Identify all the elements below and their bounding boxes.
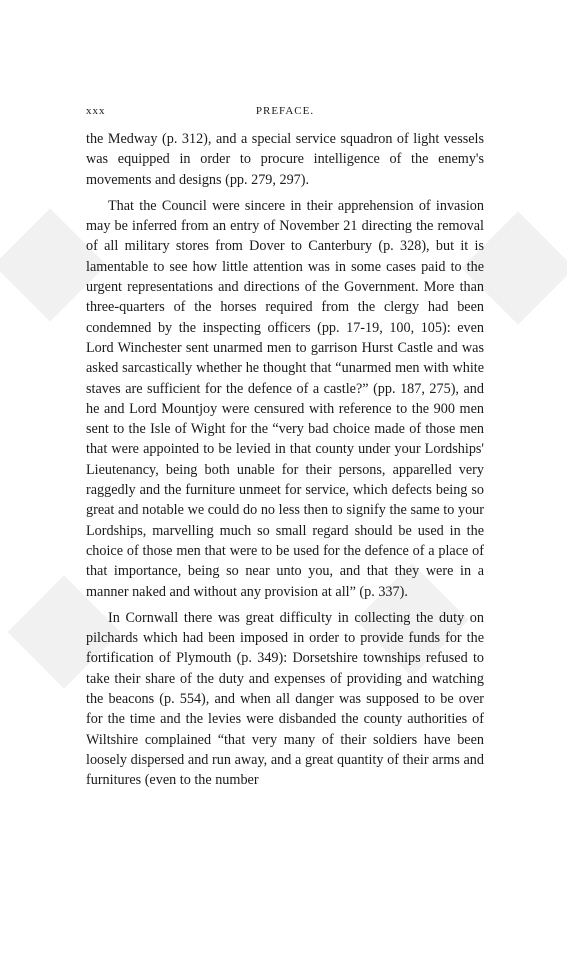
- paragraph-cornwall: In Cornwall there was great difficulty in collecting the duty on pilchards which had been imposed in order to provide funds for the fortification of Plymouth (p. 349): Dorsetshire townships refused to take their share of the duty and expenses of providing and watching the beacons (p. 554), and when all danger was supposed to be over for the time and the levies were disbanded the county authorities of Wiltshire complained “that very many of their soldiers have been loosely dispersed and run away, and a great quantity of their arms and furnitures (even to the number: [86, 609, 484, 789]
- paragraph-continuation: the Medway (p. 312), and a special service squadron of light vessels was equipped in order to procure intelligence of the enemy's movements and designs (pp. 279, 297).: [86, 131, 484, 188]
- paragraph-council-invasion: That the Council were sincere in their apprehension of invasion may be inferred from an entry of November 21 directing the removal of all military stores from Dover to Canterbury (p. 328), but it is lamentable to see how little attention was in some cases paid to the urgent representations and directions of the Government. More than three-quarters of the horses required from the clergy had been condemned by the inspecting officers (pp. 17-19, 100, 105): even Lord Winchester sent unarmed men to garrison Hurst Castle and was asked sarcastically whether he thought that “unarmed men with white staves are sufficient for the defence of a castle?” (pp. 187, 275), and he and Lord Mountjoy were censured with reference to the 900 men sent to the Isle of Wight for the “very bad choice made of those men that were appointed to be levied in that county under your Lordships' Lieutenancy, being both unable for their persons, apparelled very raggedly and the furniture unmeet for service, which defects being so great and notable we could do no less then to signify the same to your Lordships, marvelling much so small regard should be used in the choice of those men that were to be used for the defence of a place of that importance, being so near unto you, and that they were in a manner naked and without any provision at all” (p. 337).: [86, 197, 484, 600]
- running-head: [86, 105, 484, 119]
- body-text: [86, 129, 484, 797]
- running-title: PREFACE.: [255, 105, 315, 117]
- page-number: xxx: [86, 105, 106, 117]
